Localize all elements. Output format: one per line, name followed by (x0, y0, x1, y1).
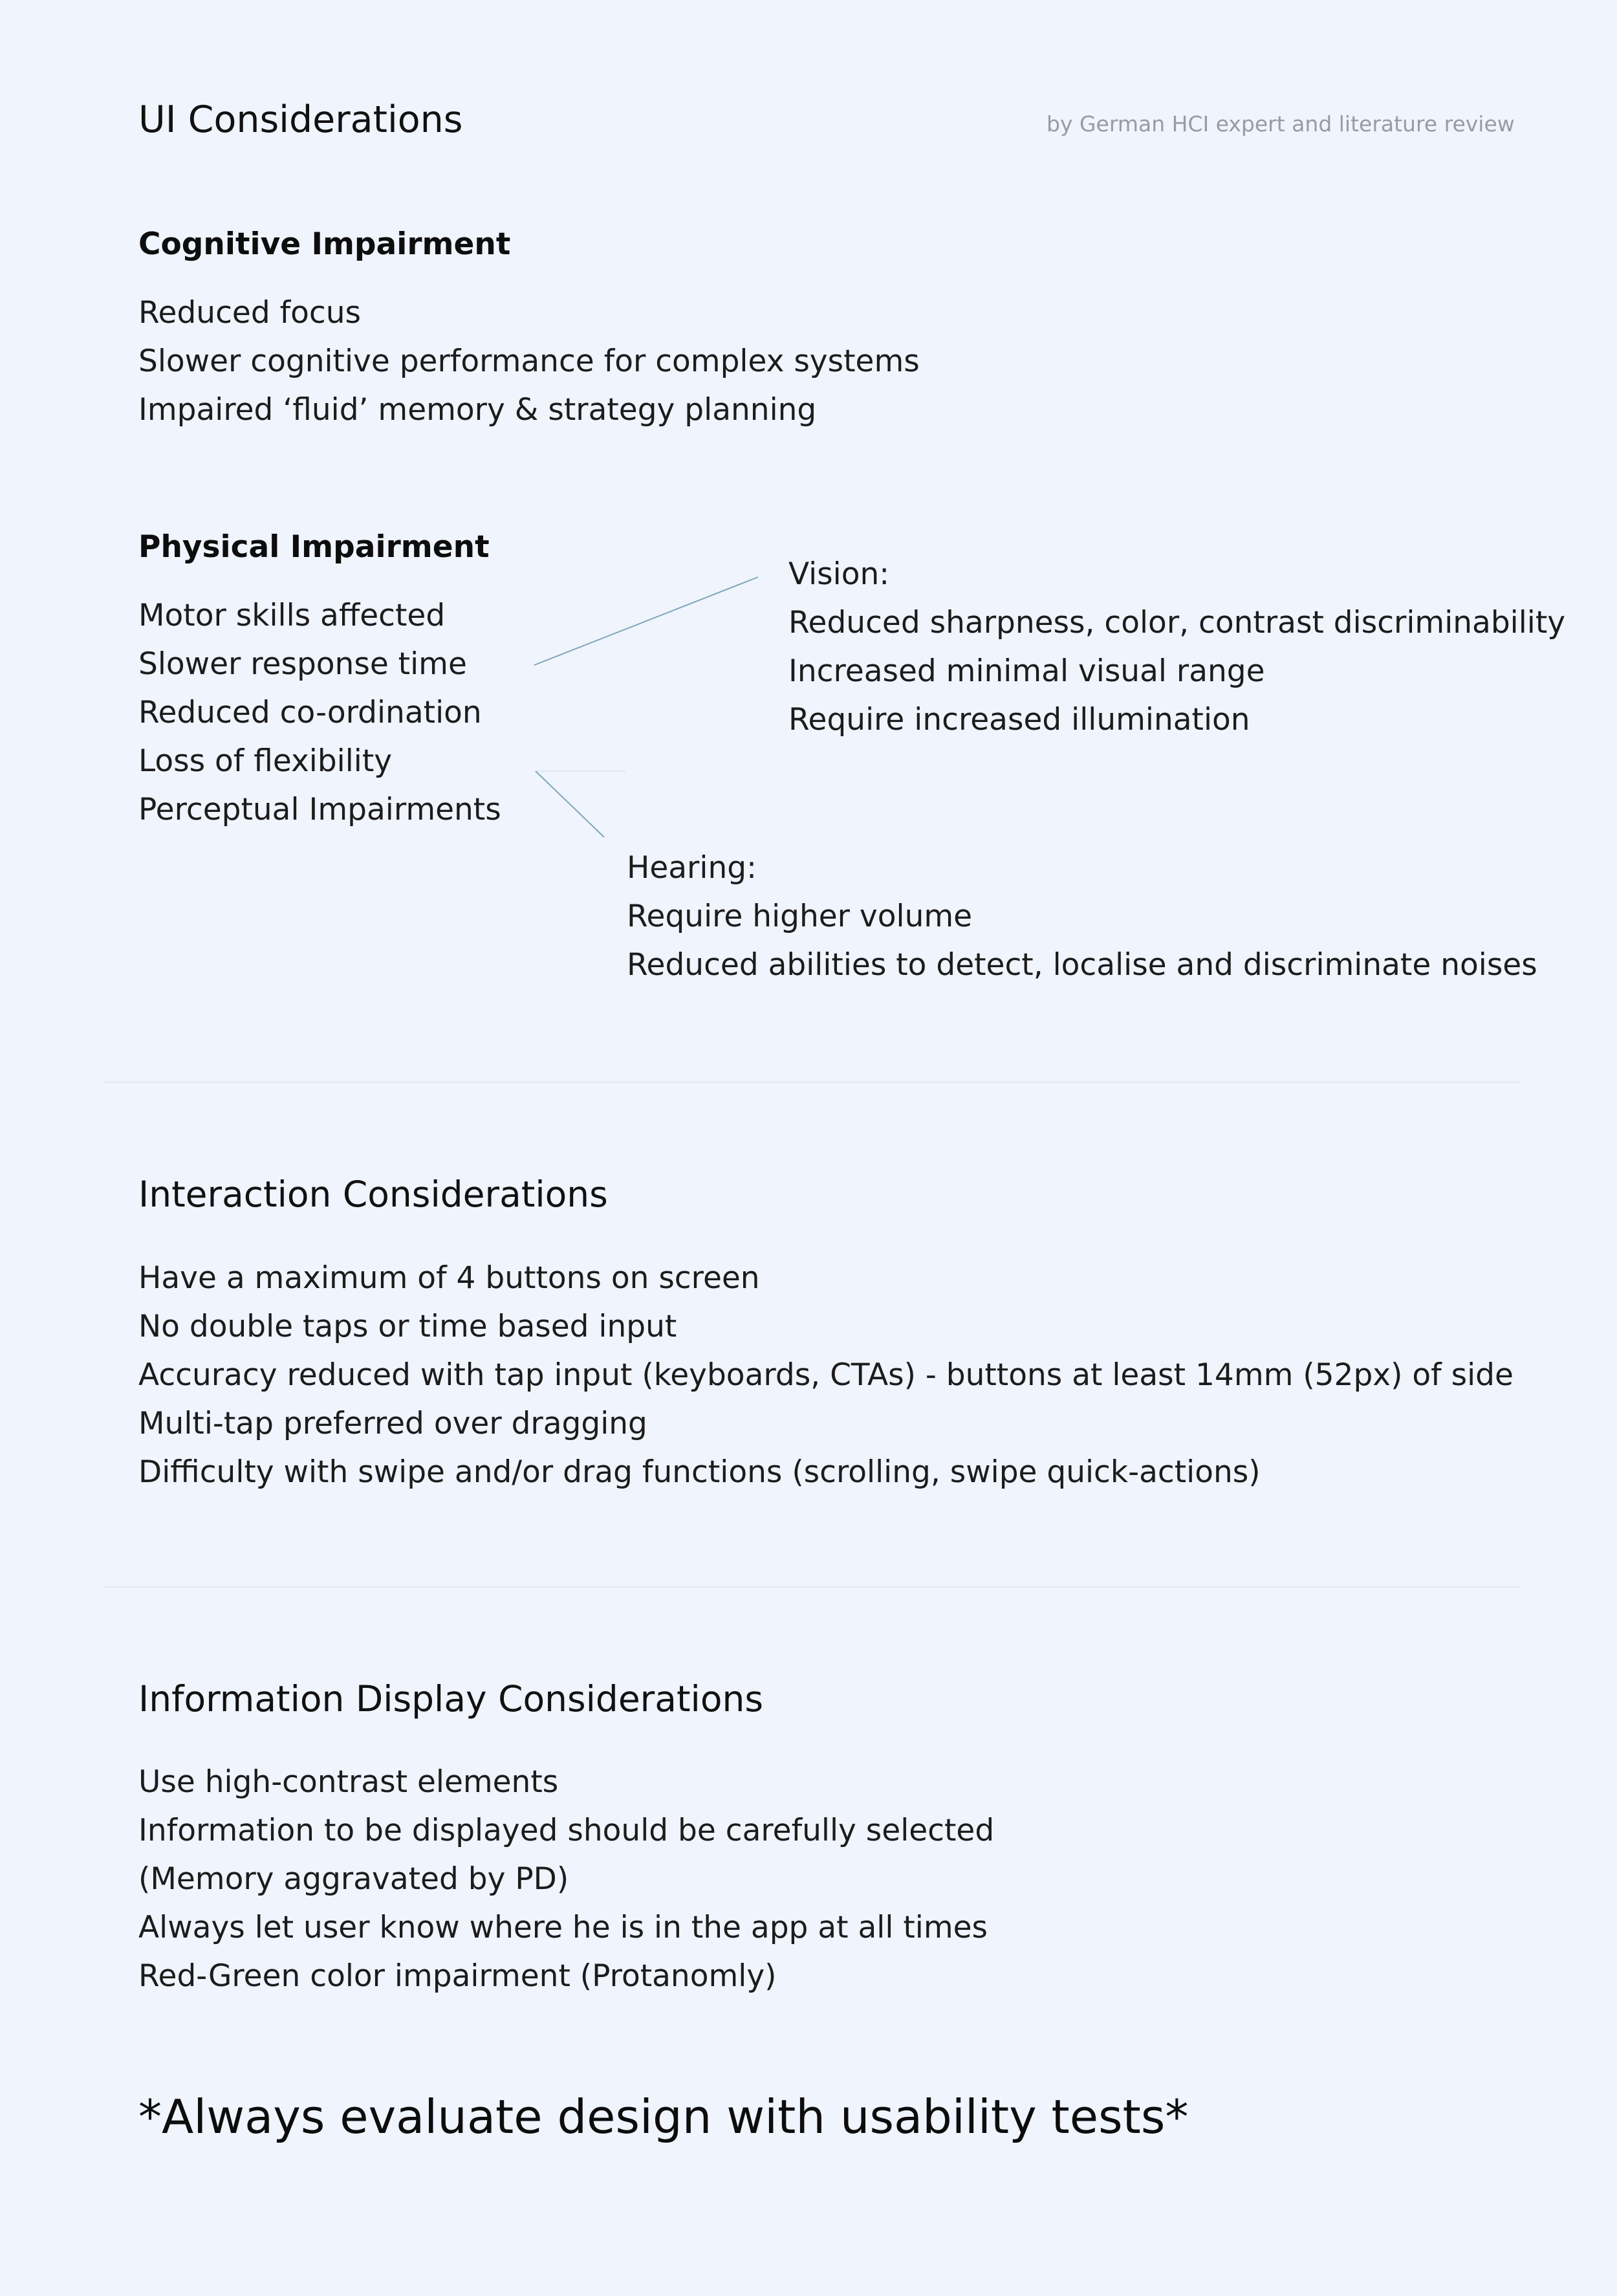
list-item: (Memory aggravated by PD) (138, 1861, 569, 1897)
display-list (138, 1758, 994, 2000)
list-item: Reduced sharpness, color, contrast discriminability (788, 605, 1566, 640)
list-item: Loss of flexibility (138, 743, 393, 779)
list-item: Reduced abilities to detect, localise and discriminate noises (627, 947, 1537, 983)
list-item: Always let user know where he is in the app at all times (138, 1910, 988, 1945)
list-item: Use high-contrast elements (138, 1764, 559, 1800)
physical-heading: Physical Impairment (138, 529, 490, 565)
list-item: Information to be displayed should be carefully selected (138, 1813, 995, 1848)
connector-lines (0, 0, 1617, 906)
footer-note: *Always evaluate design with usability tests* (138, 2090, 1189, 2144)
section-divider (103, 1082, 1520, 1083)
list-item: Difficulty with swipe and/or drag functions (scrolling, swipe quick-actions) (138, 1454, 1261, 1490)
list-item: Slower response time (138, 646, 467, 682)
list-item: Increased minimal visual range (788, 653, 1265, 689)
cognitive-heading: Cognitive Impairment (138, 226, 511, 262)
list-item: Require higher volume (627, 899, 973, 934)
list-item: Accuracy reduced with tap input (keyboards, CTAs) - buttons at least 14mm (52px) of side (138, 1357, 1514, 1393)
list-item: Have a maximum of 4 buttons on screen (138, 1260, 760, 1296)
list-item: No double taps or time based input (138, 1309, 677, 1344)
list-item: Motor skills affected (138, 598, 446, 633)
byline: by German HCI expert and literature review (1047, 111, 1515, 137)
hearing-connector (536, 771, 604, 837)
list-item: Reduced co-ordination (138, 695, 482, 730)
section-divider (103, 1586, 1520, 1588)
vision-connector (534, 577, 758, 665)
vision-list (788, 550, 1565, 744)
list-item: Reduced focus (138, 295, 362, 331)
vision-heading: Vision: (788, 556, 890, 592)
hearing-heading: Hearing: (627, 850, 757, 886)
hearing-list (627, 844, 1537, 989)
list-item: Impaired ‘fluid’ memory & strategy planning (138, 392, 817, 428)
page-title: UI Considerations (138, 98, 463, 141)
list-item: Perceptual Impairments (138, 792, 501, 827)
interaction-title: Interaction Considerations (138, 1174, 608, 1215)
list-item: Red-Green color impairment (Protanomly) (138, 1958, 777, 1994)
list-item: Multi-tap preferred over dragging (138, 1406, 647, 1441)
display-title: Information Display Considerations (138, 1678, 763, 1720)
interaction-list (138, 1254, 1514, 1496)
list-item: Require increased illumination (788, 702, 1250, 738)
list-item: Slower cognitive performance for complex systems (138, 344, 920, 379)
